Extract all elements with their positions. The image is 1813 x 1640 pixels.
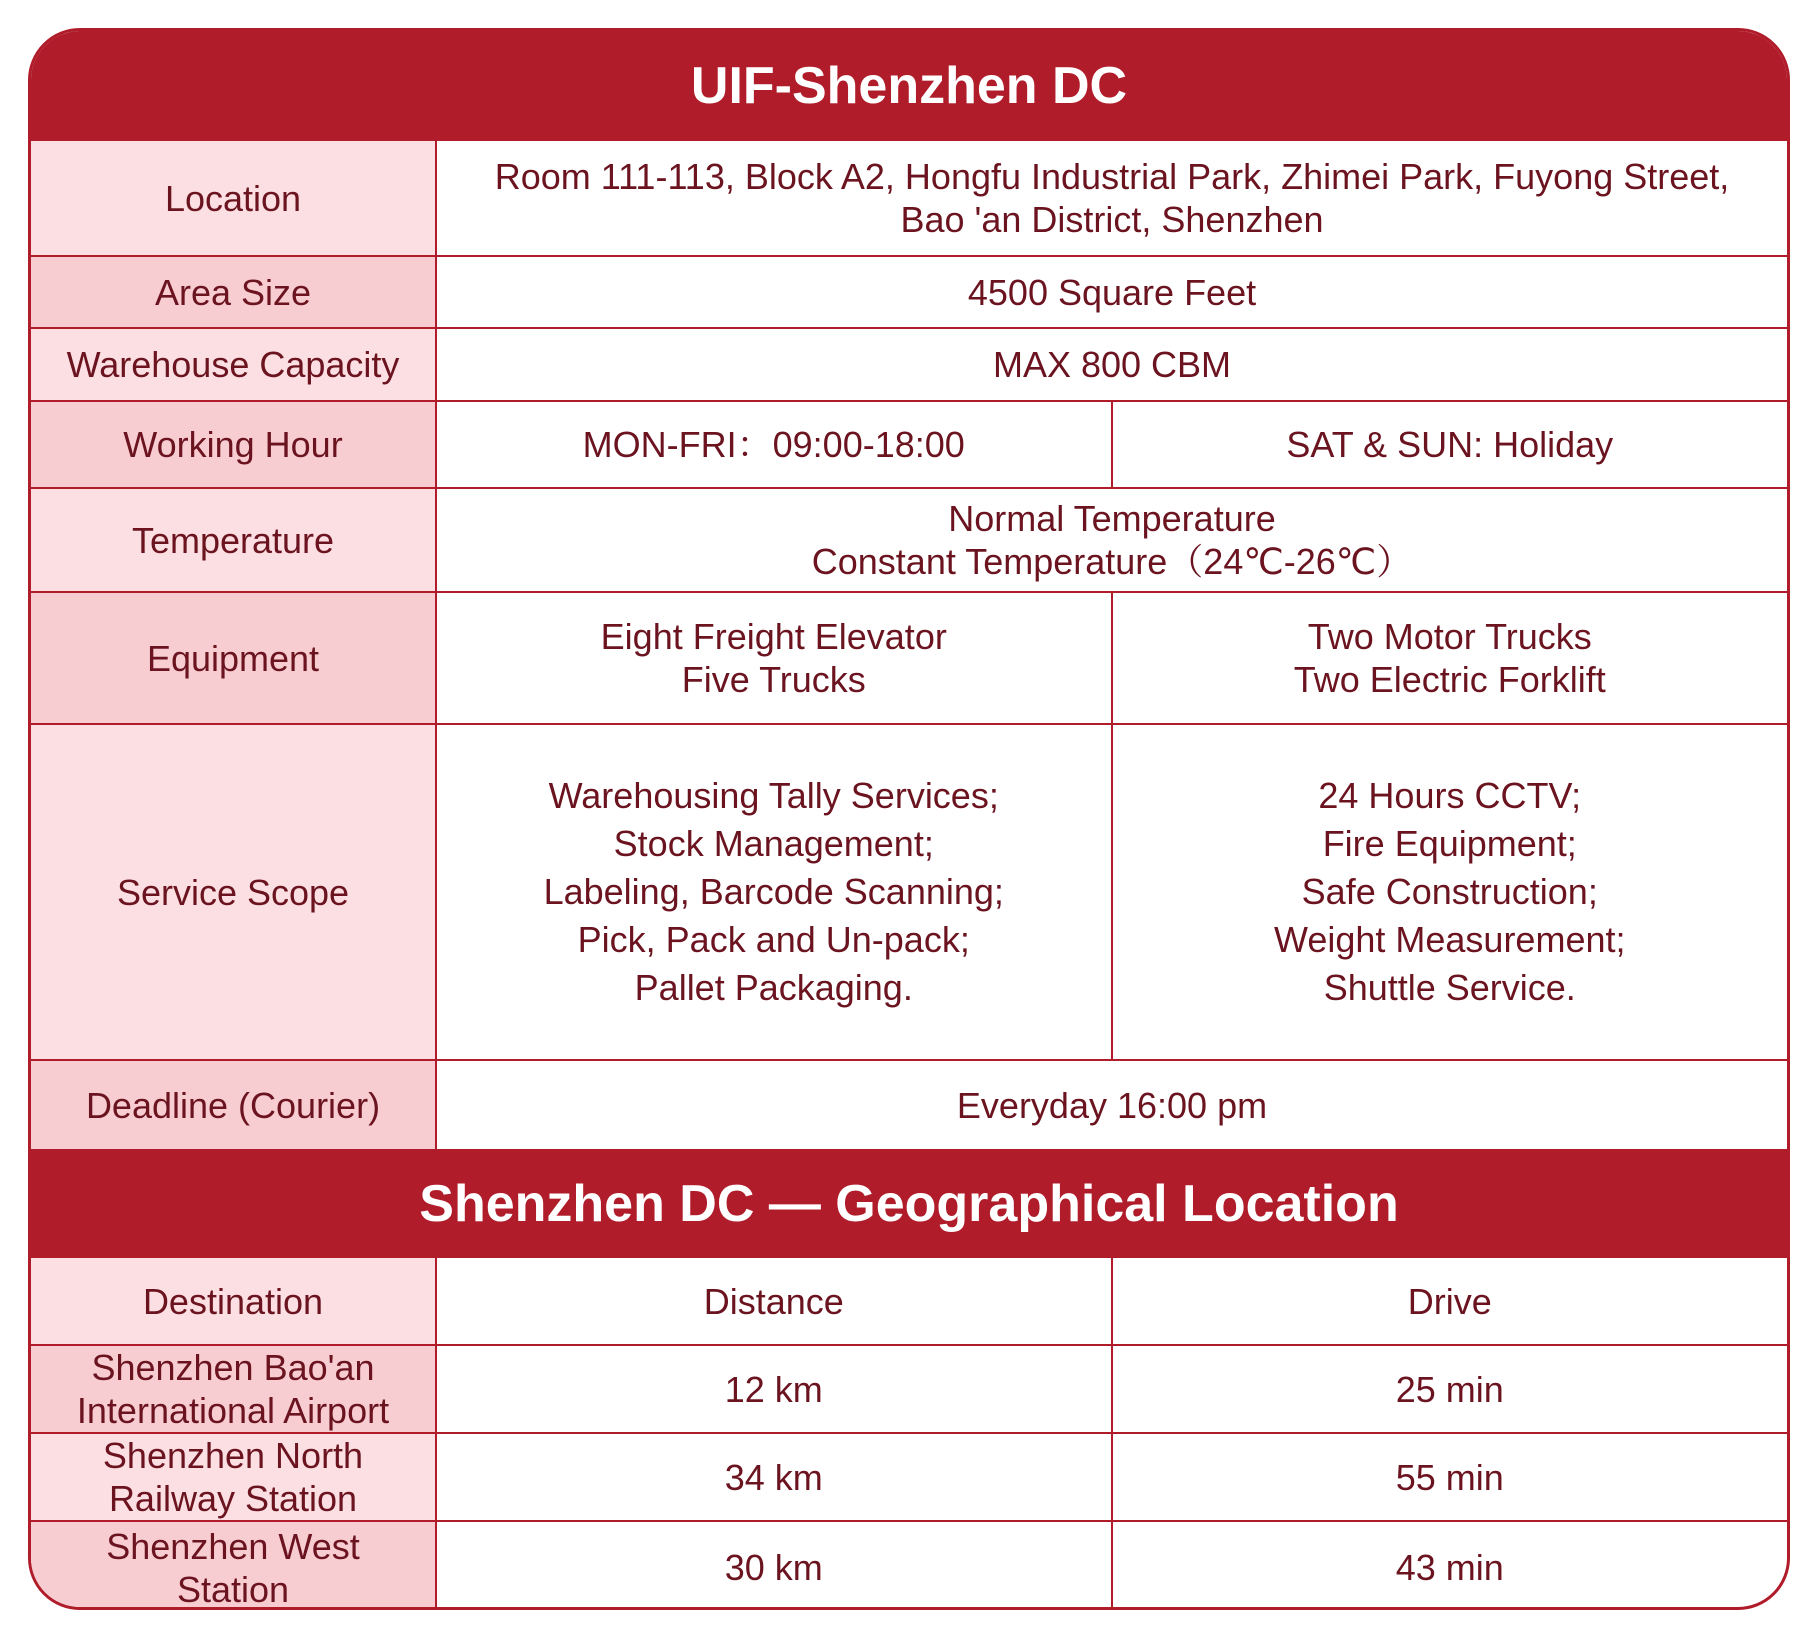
destination-cell: [31, 1521, 436, 1610]
service-item: Shuttle Service.: [1323, 967, 1576, 1008]
equipment-item: Two Electric Forklift: [1293, 659, 1606, 700]
service-left: [436, 724, 1112, 1060]
temperature-label: Temperature: [31, 488, 436, 592]
destination-header: Destination: [31, 1258, 436, 1345]
table-row: [31, 256, 1787, 328]
destination-line: Shenzhen North: [102, 1435, 364, 1476]
service-item: Warehousing Tally Services;: [548, 775, 999, 816]
area-value: 4500 Square Feet: [436, 256, 1787, 328]
service-item: Safe Construction;: [1301, 871, 1598, 912]
service-item: Fire Equipment;: [1322, 823, 1577, 864]
table-row: [31, 1060, 1787, 1150]
table-row: [31, 1258, 1787, 1345]
capacity-value: MAX 800 CBM: [436, 328, 1787, 401]
area-label: Area Size: [31, 256, 436, 328]
deadline-label: Deadline (Courier): [31, 1060, 436, 1150]
service-label: Service Scope: [31, 724, 436, 1060]
drive-header: Drive: [1112, 1258, 1788, 1345]
location-line-2: Bao 'an District, Shenzhen: [900, 199, 1324, 240]
table-row: [31, 141, 1787, 256]
geo-section-title: Shenzhen DC — Geographical Location: [31, 1150, 1787, 1258]
info-card: [28, 28, 1790, 1610]
service-item: Pick, Pack and Un-pack;: [577, 919, 970, 960]
table-row: [31, 592, 1787, 724]
service-item: Pallet Packaging.: [634, 967, 913, 1008]
service-item: 24 Hours CCTV;: [1318, 775, 1582, 816]
destination-cell: [31, 1433, 436, 1521]
location-label: Location: [31, 141, 436, 256]
drive-cell: 43 min: [1112, 1521, 1788, 1610]
table-row: [31, 724, 1787, 1060]
table-row: [31, 1433, 1787, 1521]
equipment-label: Equipment: [31, 592, 436, 724]
equipment-right: [1112, 592, 1788, 724]
distance-header: Distance: [436, 1258, 1112, 1345]
table-row: [31, 488, 1787, 592]
temperature-line-2: Constant Temperature（24℃-26℃）: [811, 541, 1413, 582]
hours-weekday: MON-FRI：09:00-18:00: [436, 401, 1112, 488]
capacity-label: Warehouse Capacity: [31, 328, 436, 401]
equipment-left: [436, 592, 1112, 724]
equipment-item: Five Trucks: [681, 659, 866, 700]
table-row: [31, 328, 1787, 401]
destination-line: Railway Station: [108, 1478, 358, 1519]
destination-line: Shenzhen West: [106, 1525, 360, 1567]
drive-cell: 55 min: [1112, 1433, 1788, 1521]
temperature-line-1: Normal Temperature: [948, 498, 1276, 539]
destination-cell: [31, 1345, 436, 1433]
destination-line: Shenzhen Bao'an: [91, 1347, 375, 1388]
table-row: [31, 1345, 1787, 1433]
service-item: Labeling, Barcode Scanning;: [543, 871, 1004, 912]
table-row: [31, 401, 1787, 488]
service-item: Stock Management;: [613, 823, 934, 864]
location-value: [436, 141, 1787, 256]
destination-line: Station: [176, 1568, 290, 1610]
temperature-value: [436, 488, 1787, 592]
hours-weekend: SAT & SUN: Holiday: [1112, 401, 1788, 488]
distance-cell: 12 km: [436, 1345, 1112, 1433]
distance-cell: 30 km: [436, 1521, 1112, 1610]
deadline-value: Everyday 16:00 pm: [436, 1060, 1787, 1150]
location-line-1: Room 111-113, Block A2, Hongfu Industrial Park, Zhimei Park, Fuyong Street,: [494, 156, 1730, 197]
warehouse-info-table: [31, 141, 1787, 1151]
drive-cell: 25 min: [1112, 1345, 1788, 1433]
geo-location-table: [31, 1258, 1787, 1610]
hours-label: Working Hour: [31, 401, 436, 488]
equipment-item: Two Motor Trucks: [1307, 616, 1592, 657]
page-title: UIF-Shenzhen DC: [31, 31, 1787, 141]
destination-line: International Airport: [76, 1390, 390, 1431]
equipment-item: Eight Freight Elevator: [600, 616, 947, 657]
service-item: Weight Measurement;: [1274, 919, 1626, 960]
table-row: [31, 1521, 1787, 1610]
service-right: [1112, 724, 1788, 1060]
distance-cell: 34 km: [436, 1433, 1112, 1521]
